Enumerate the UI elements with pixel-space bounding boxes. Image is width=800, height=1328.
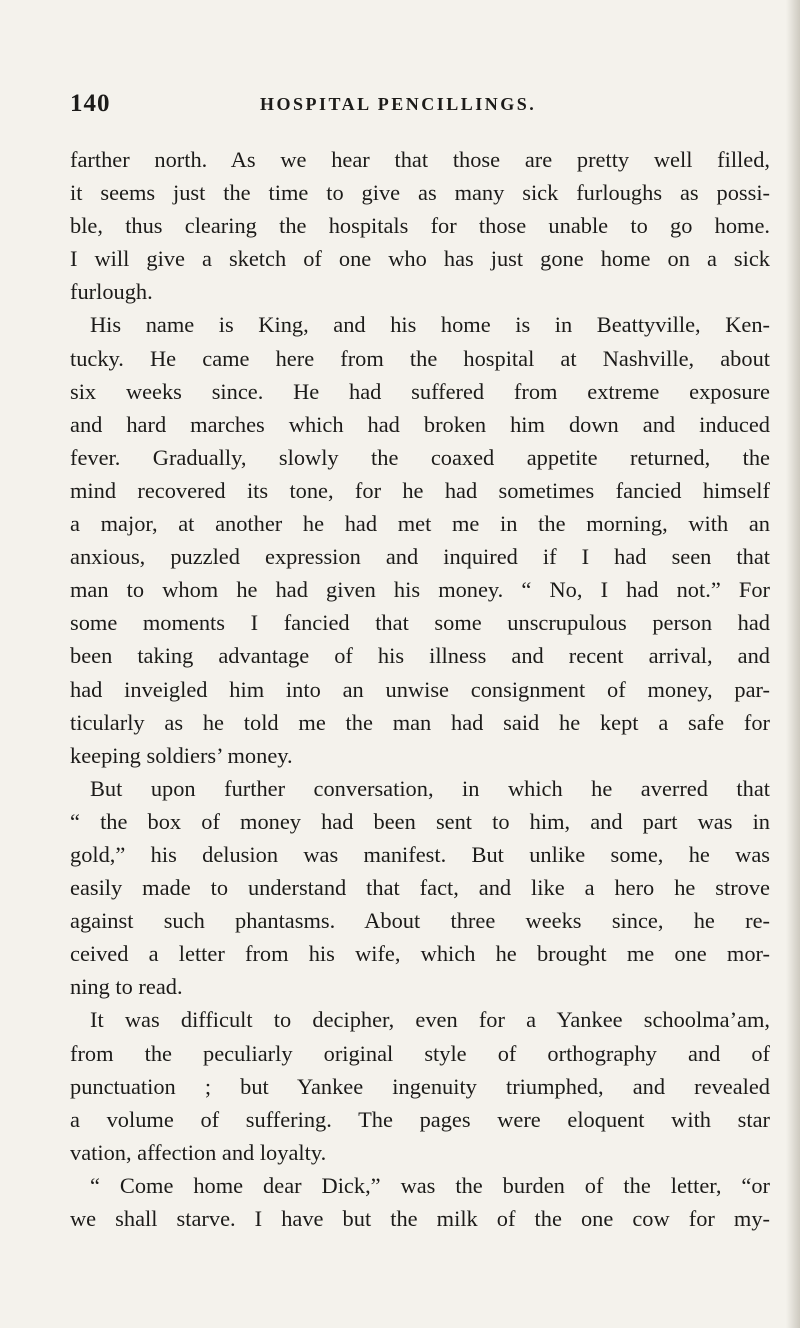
text-line: been taking advantage of his illness and recent arrival, and: [70, 643, 770, 669]
running-head: HOSPITAL PENCILLINGS.: [260, 94, 537, 114]
text-line: man to whom he had given his money. “ No, I had not.” For: [70, 577, 770, 603]
text-line: His name is King, and his home is in Beattyville, Ken-: [90, 312, 770, 338]
text-line: I will give a sketch of one who has just gone home on a sick: [70, 246, 770, 272]
text-line: a volume of suffering. The pages were eloquent with star: [70, 1106, 770, 1132]
text-line: farther north. As we hear that those are pretty well filled,: [70, 147, 770, 172]
text-line: “ the box of money had been sent to him, and part was in: [70, 808, 770, 834]
text-line: easily made to understand that fact, and like a hero he strove: [70, 875, 770, 901]
text-line: tucky. He came here from the hospital at Nashville, about: [70, 345, 770, 371]
text-line: keeping soldiers’ money.: [70, 742, 293, 768]
text-line: had inveigled him into an unwise consignment of money, par-: [70, 676, 770, 702]
text-line: a major, at another he had met me in the morning, with an: [70, 511, 770, 537]
text-line: ble, thus clearing the hospitals for those unable to go home.: [70, 213, 770, 239]
page-header: [70, 90, 770, 120]
text-line: mind recovered its tone, for he had sometimes fancied himself: [70, 477, 770, 503]
text-line: six weeks since. He had suffered from extreme exposure: [70, 378, 770, 404]
text-line: against such phantasms. About three weeks since, he re-: [70, 908, 770, 934]
body-text: [70, 143, 770, 1235]
text-line: we shall starve. I have but the milk of the one cow for my-: [70, 1206, 770, 1231]
text-line: But upon further conversation, in which he averred that: [90, 775, 770, 801]
text-line: and hard marches which had broken him down and induced: [70, 411, 770, 437]
text-line: anxious, puzzled expression and inquired if I had seen that: [70, 544, 770, 570]
text-line: from the peculiarly original style of orthography and of: [70, 1040, 770, 1066]
text-line: “ Come home dear Dick,” was the burden of the letter, “or: [90, 1172, 770, 1198]
text-line: it seems just the time to give as many sick furloughs as possi-: [70, 180, 770, 206]
text-line: vation, affection and loyalty.: [70, 1139, 327, 1165]
text-line: ticularly as he told me the man had said he kept a safe for: [70, 709, 770, 735]
text-line: fever. Gradually, slowly the coaxed appetite returned, the: [70, 444, 770, 470]
text-line: punctuation ; but Yankee ingenuity triumphed, and revealed: [70, 1073, 770, 1099]
text-line: furlough.: [70, 279, 153, 305]
text-line: gold,” his delusion was manifest. But unlike some, he was: [70, 841, 770, 867]
text-line: some moments I fancied that some unscrupulous person had: [70, 610, 770, 636]
page-number: 140: [70, 90, 111, 117]
text-line: ning to read.: [70, 974, 183, 1000]
text-line: ceived a letter from his wife, which he brought me one mor-: [70, 941, 770, 967]
text-line: It was difficult to decipher, even for a Yankee schoolma’am,: [90, 1007, 770, 1033]
page-edge-shadow: [786, 0, 800, 1328]
